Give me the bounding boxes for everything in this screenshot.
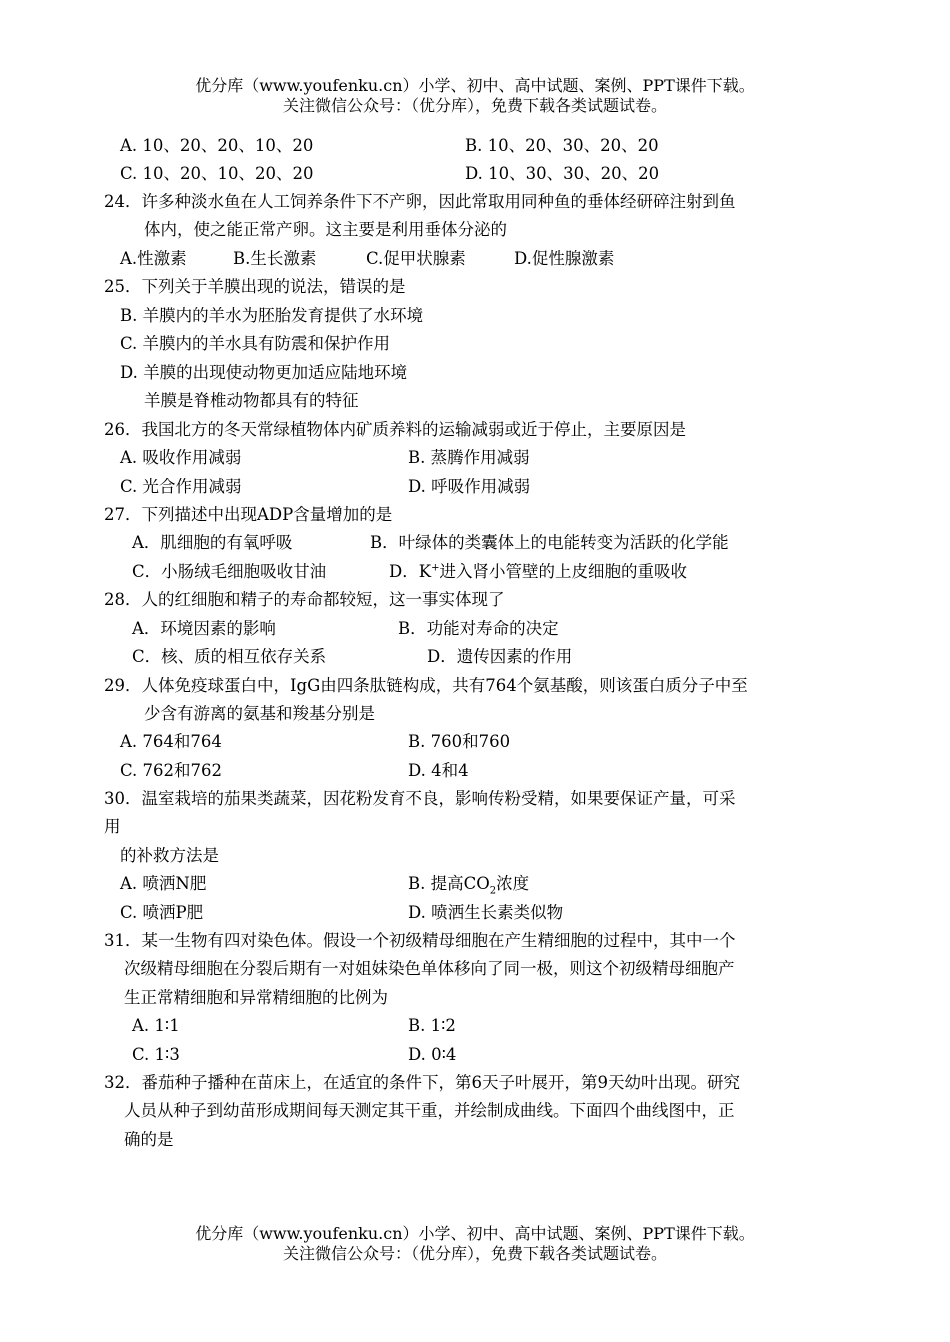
q26-stem: 26．我国北方的冬天常绿植物体内矿质养料的运输减弱或近于停止，主要原因是 xyxy=(104,420,686,439)
q31-stem-line-1: 31．某一生物有四对染色体。假设一个初级精母细胞在产生精细胞的过程中，其中一个 xyxy=(104,931,736,950)
q32-stem-line-3: 确的是 xyxy=(124,1130,174,1149)
q31-option-c: C. 1∶3 xyxy=(132,1045,180,1064)
q31-stem-line-3: 生正常精细胞和异常精细胞的比例为 xyxy=(124,988,388,1007)
q27-option-a: A．肌细胞的有氧呼吸 xyxy=(132,533,293,552)
q30-stem-line-1: 30．温室栽培的茄果类蔬菜，因花粉发育不良，影响传粉受精，如果要保证产量，可采 xyxy=(104,789,736,808)
q24-stem-line-1: 24．许多种淡水鱼在人工饲养条件下不产卵，因此常取用同种鱼的垂体经研碎注射到鱼 xyxy=(104,192,736,211)
q31-option-d: D. 0∶4 xyxy=(408,1045,457,1064)
footer-line-1: 优分库（www.youfenku.cn）小学、初中、高中试题、案例、PPT课件下载。 xyxy=(195,1224,755,1243)
header-line-2: 关注微信公众号：（优分库），免费下载各类试题试卷。 xyxy=(282,96,667,115)
q29-option-b: B. 760和760 xyxy=(408,732,511,751)
q31-stem-line-2: 次级精母细胞在分裂后期有一对姐妹染色单体移向了同一极，则这个初级精母细胞产 xyxy=(124,959,735,978)
q28-option-c: C．核、质的相互依存关系 xyxy=(132,647,327,666)
q24-option-b: B.生长激素 xyxy=(233,249,317,268)
q32-stem-line-2: 人员从种子到幼苗形成期间每天测定其干重，并绘制成曲线。下面四个曲线图中，正 xyxy=(124,1101,735,1120)
q30-option-a: A. 喷洒N肥 xyxy=(120,874,207,893)
q23-option-b: B. 10、20、30、20、20 xyxy=(465,136,659,155)
q27-option-c: C．小肠绒毛细胞吸收甘油 xyxy=(132,562,327,581)
q31-option-b: B. 1∶2 xyxy=(408,1016,456,1035)
q32-stem-line-1: 32．番茄种子播种在苗床上，在适宜的条件下，第6天子叶展开，第9天幼叶出现。研究 xyxy=(104,1073,740,1092)
q30-option-d: D. 喷洒生长素类似物 xyxy=(408,903,564,922)
q28-stem: 28．人的红细胞和精子的寿命都较短，这一事实体现了 xyxy=(104,590,505,609)
q25-option-e: 羊膜是脊椎动物都具有的特征 xyxy=(144,391,359,410)
q30-option-b: B. 提高$CO_2$浓度 xyxy=(408,874,530,897)
q23-option-d: D. 10、30、30、20、20 xyxy=(465,164,660,183)
q24-stem-line-2: 体内，使之能正常产卵。这主要是利用垂体分泌的 xyxy=(144,220,507,239)
q26-option-b: B. 蒸腾作用减弱 xyxy=(408,448,530,467)
q25-option-c: C. 羊膜内的羊水具有防震和保护作用 xyxy=(120,334,391,353)
q26-option-c: C. 光合作用减弱 xyxy=(120,477,242,496)
header-line-1: 优分库（www.youfenku.cn）小学、初中、高中试题、案例、PPT课件下载。 xyxy=(195,76,755,95)
q26-option-d: D. 呼吸作用减弱 xyxy=(408,477,531,496)
footer-line-2: 关注微信公众号：（优分库），免费下载各类试题试卷。 xyxy=(282,1244,667,1263)
q29-stem-line-1: 29．人体免疫球蛋白中，IgG由四条肽链构成，共有764个氨基酸，则该蛋白质分子中至 xyxy=(104,676,748,695)
q30-stem-line-2: 用 xyxy=(104,817,121,836)
q25-stem: 25．下列关于羊膜出现的说法，错误的是 xyxy=(104,277,406,296)
q27-stem: 27．下列描述中出现ADP含量增加的是 xyxy=(104,505,393,524)
q24-option-a: A.性激素 xyxy=(120,249,187,268)
q29-option-c: C. 762和762 xyxy=(120,761,223,780)
q28-option-a: A．环境因素的影响 xyxy=(132,619,276,638)
q30-option-c: C. 喷洒P肥 xyxy=(120,903,204,922)
q24-option-c: C.促甲状腺素 xyxy=(366,249,466,268)
q25-option-b: B. 羊膜内的羊水为胚胎发育提供了水环境 xyxy=(120,306,424,325)
q23-option-a: A. 10、20、20、10、20 xyxy=(120,136,314,155)
q31-option-a: A. 1∶1 xyxy=(132,1016,180,1035)
q26-option-a: A. 吸收作用减弱 xyxy=(120,448,242,467)
q27-option-d: D．K+进入肾小管壁的上皮细胞的重吸收 xyxy=(389,562,687,581)
q29-option-a: A. 764和764 xyxy=(120,732,222,751)
q28-option-d: D．遗传因素的作用 xyxy=(427,647,573,666)
q29-stem-line-2: 少含有游离的氨基和羧基分别是 xyxy=(144,704,375,723)
q23-option-c: C. 10、20、10、20、20 xyxy=(120,164,314,183)
q29-option-d: D. 4和4 xyxy=(408,761,469,780)
q24-option-d: D.促性腺激素 xyxy=(514,249,615,268)
q28-option-b: B．功能对寿命的决定 xyxy=(398,619,559,638)
q25-option-d: D. 羊膜的出现使动物更加适应陆地环境 xyxy=(120,363,408,382)
q27-option-b: B．叶绿体的类囊体上的电能转变为活跃的化学能 xyxy=(370,533,729,552)
q30-stem-line-3: 的补救方法是 xyxy=(120,846,219,865)
